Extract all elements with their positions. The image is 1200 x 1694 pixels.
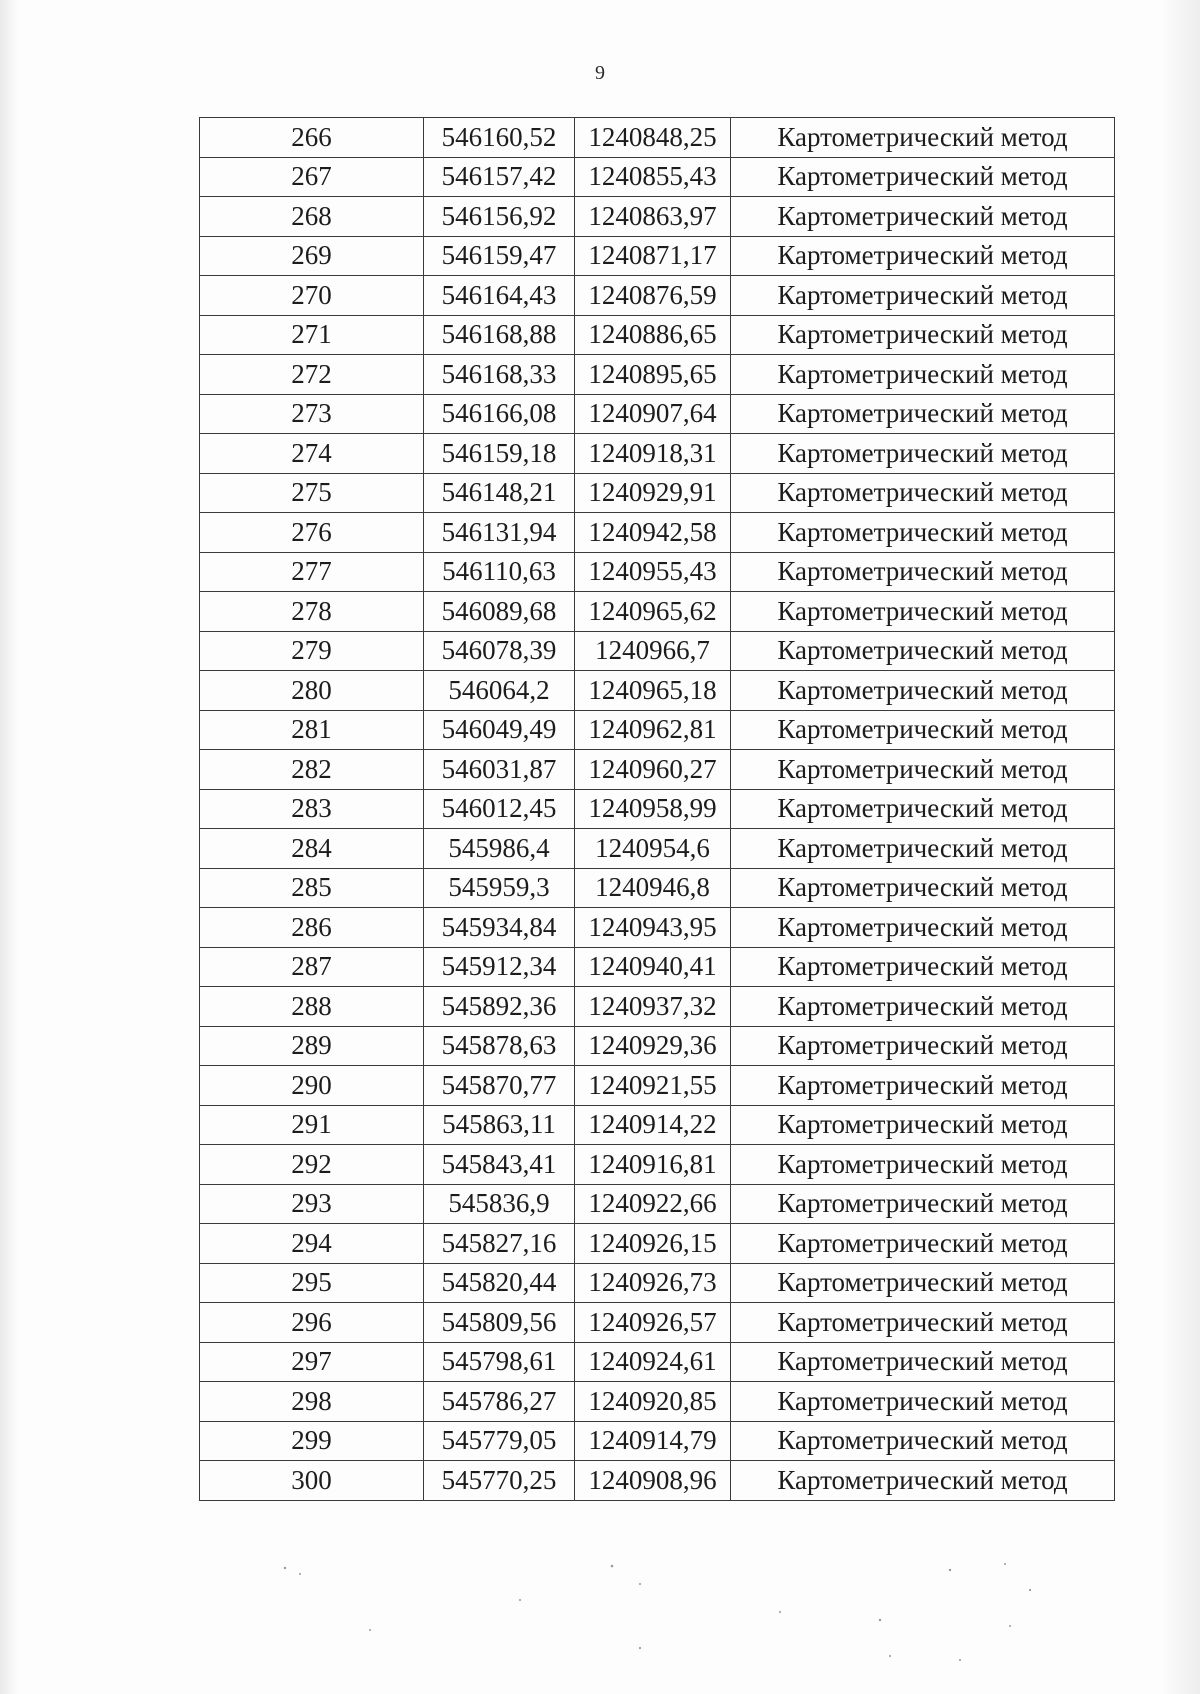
table-row [200,1303,1115,1343]
point-number-cell: 284 [200,829,424,869]
x-coordinate-cell: 545959,3 [424,868,575,908]
point-number-cell: 281 [200,710,424,750]
y-coordinate-cell: 1240955,43 [575,552,731,592]
x-coordinate-cell: 546064,2 [424,671,575,711]
y-coordinate-cell: 1240965,62 [575,592,731,632]
x-coordinate-cell: 545770,25 [424,1461,575,1501]
method-cell: Картометрический метод [731,1342,1115,1382]
point-number-cell: 280 [200,671,424,711]
x-coordinate-cell: 545798,61 [424,1342,575,1382]
point-number-cell: 285 [200,868,424,908]
table-row [200,868,1115,908]
x-coordinate-cell: 546012,45 [424,789,575,829]
table-row [200,829,1115,869]
method-cell: Картометрический метод [731,868,1115,908]
table-row [200,118,1115,158]
x-coordinate-cell: 545878,63 [424,1026,575,1066]
point-number-cell: 276 [200,513,424,553]
method-cell: Картометрический метод [731,276,1115,316]
point-number-cell: 286 [200,908,424,948]
table-row [200,157,1115,197]
scan-noise [0,1560,1200,1680]
table-row [200,434,1115,474]
table-row [200,1342,1115,1382]
method-cell: Картометрический метод [731,947,1115,987]
y-coordinate-cell: 1240922,66 [575,1184,731,1224]
method-cell: Картометрический метод [731,394,1115,434]
y-coordinate-cell: 1240871,17 [575,236,731,276]
x-coordinate-cell: 545843,41 [424,1145,575,1185]
method-cell: Картометрический метод [731,1066,1115,1106]
table-row [200,552,1115,592]
method-cell: Картометрический метод [731,473,1115,513]
method-cell: Картометрический метод [731,908,1115,948]
y-coordinate-cell: 1240895,65 [575,355,731,395]
x-coordinate-cell: 546164,43 [424,276,575,316]
y-coordinate-cell: 1240962,81 [575,710,731,750]
point-number-cell: 266 [200,118,424,158]
point-number-cell: 293 [200,1184,424,1224]
x-coordinate-cell: 545809,56 [424,1303,575,1343]
table-row [200,1184,1115,1224]
scan-shadow-left [0,0,18,1694]
x-coordinate-cell: 546166,08 [424,394,575,434]
table-row [200,631,1115,671]
point-number-cell: 298 [200,1382,424,1422]
point-number-cell: 300 [200,1461,424,1501]
method-cell: Картометрический метод [731,1184,1115,1224]
point-number-cell: 290 [200,1066,424,1106]
method-cell: Картометрический метод [731,118,1115,158]
table-row [200,1421,1115,1461]
method-cell: Картометрический метод [731,552,1115,592]
y-coordinate-cell: 1240848,25 [575,118,731,158]
point-number-cell: 294 [200,1224,424,1264]
y-coordinate-cell: 1240863,97 [575,197,731,237]
table-row [200,908,1115,948]
point-number-cell: 269 [200,236,424,276]
x-coordinate-cell: 545779,05 [424,1421,575,1461]
table-row [200,750,1115,790]
point-number-cell: 289 [200,1026,424,1066]
x-coordinate-cell: 545786,27 [424,1382,575,1422]
x-coordinate-cell: 546157,42 [424,157,575,197]
method-cell: Картометрический метод [731,236,1115,276]
method-cell: Картометрический метод [731,829,1115,869]
table-row [200,513,1115,553]
point-number-cell: 271 [200,315,424,355]
y-coordinate-cell: 1240921,55 [575,1066,731,1106]
table-row [200,473,1115,513]
method-cell: Картометрический метод [731,631,1115,671]
method-cell: Картометрический метод [731,434,1115,474]
table-row [200,1066,1115,1106]
y-coordinate-cell: 1240960,27 [575,750,731,790]
y-coordinate-cell: 1240958,99 [575,789,731,829]
y-coordinate-cell: 1240924,61 [575,1342,731,1382]
x-coordinate-cell: 545827,16 [424,1224,575,1264]
x-coordinate-cell: 545820,44 [424,1263,575,1303]
x-coordinate-cell: 545986,4 [424,829,575,869]
y-coordinate-cell: 1240929,36 [575,1026,731,1066]
y-coordinate-cell: 1240965,18 [575,671,731,711]
point-number-cell: 297 [200,1342,424,1382]
table-row [200,1145,1115,1185]
table-row [200,1382,1115,1422]
x-coordinate-cell: 546168,88 [424,315,575,355]
method-cell: Картометрический метод [731,750,1115,790]
point-number-cell: 291 [200,1105,424,1145]
point-number-cell: 296 [200,1303,424,1343]
table-row [200,789,1115,829]
y-coordinate-cell: 1240914,22 [575,1105,731,1145]
method-cell: Картометрический метод [731,1421,1115,1461]
point-number-cell: 272 [200,355,424,395]
x-coordinate-cell: 546078,39 [424,631,575,671]
x-coordinate-cell: 545863,11 [424,1105,575,1145]
point-number-cell: 277 [200,552,424,592]
method-cell: Картометрический метод [731,157,1115,197]
y-coordinate-cell: 1240916,81 [575,1145,731,1185]
coordinates-table [199,117,1115,1501]
x-coordinate-cell: 546131,94 [424,513,575,553]
y-coordinate-cell: 1240918,31 [575,434,731,474]
method-cell: Картометрический метод [731,1026,1115,1066]
table-row [200,710,1115,750]
method-cell: Картометрический метод [731,987,1115,1027]
x-coordinate-cell: 545934,84 [424,908,575,948]
point-number-cell: 278 [200,592,424,632]
x-coordinate-cell: 545836,9 [424,1184,575,1224]
x-coordinate-cell: 546156,92 [424,197,575,237]
point-number-cell: 279 [200,631,424,671]
method-cell: Картометрический метод [731,671,1115,711]
coordinates-table-body [200,118,1115,1501]
y-coordinate-cell: 1240908,96 [575,1461,731,1501]
y-coordinate-cell: 1240926,73 [575,1263,731,1303]
method-cell: Картометрический метод [731,592,1115,632]
y-coordinate-cell: 1240954,6 [575,829,731,869]
y-coordinate-cell: 1240942,58 [575,513,731,553]
point-number-cell: 267 [200,157,424,197]
method-cell: Картометрический метод [731,355,1115,395]
point-number-cell: 275 [200,473,424,513]
table-row [200,394,1115,434]
point-number-cell: 283 [200,789,424,829]
table-row [200,1461,1115,1501]
point-number-cell: 268 [200,197,424,237]
y-coordinate-cell: 1240920,85 [575,1382,731,1422]
method-cell: Картометрический метод [731,1382,1115,1422]
y-coordinate-cell: 1240914,79 [575,1421,731,1461]
point-number-cell: 292 [200,1145,424,1185]
x-coordinate-cell: 546110,63 [424,552,575,592]
scan-shadow-right [1160,0,1200,1694]
point-number-cell: 282 [200,750,424,790]
table-row [200,592,1115,632]
y-coordinate-cell: 1240929,91 [575,473,731,513]
y-coordinate-cell: 1240966,7 [575,631,731,671]
x-coordinate-cell: 546160,52 [424,118,575,158]
x-coordinate-cell: 545892,36 [424,987,575,1027]
y-coordinate-cell: 1240926,57 [575,1303,731,1343]
method-cell: Картометрический метод [731,1263,1115,1303]
method-cell: Картометрический метод [731,1461,1115,1501]
method-cell: Картометрический метод [731,1224,1115,1264]
point-number-cell: 299 [200,1421,424,1461]
x-coordinate-cell: 546031,87 [424,750,575,790]
point-number-cell: 274 [200,434,424,474]
table-row [200,1263,1115,1303]
method-cell: Картометрический метод [731,197,1115,237]
table-row [200,947,1115,987]
table-row [200,671,1115,711]
point-number-cell: 270 [200,276,424,316]
y-coordinate-cell: 1240855,43 [575,157,731,197]
table-row [200,1224,1115,1264]
table-row [200,315,1115,355]
method-cell: Картометрический метод [731,513,1115,553]
y-coordinate-cell: 1240876,59 [575,276,731,316]
table-row [200,987,1115,1027]
table-row [200,276,1115,316]
x-coordinate-cell: 546089,68 [424,592,575,632]
y-coordinate-cell: 1240886,65 [575,315,731,355]
point-number-cell: 288 [200,987,424,1027]
x-coordinate-cell: 545870,77 [424,1066,575,1106]
point-number-cell: 295 [200,1263,424,1303]
table-row [200,1026,1115,1066]
method-cell: Картометрический метод [731,789,1115,829]
x-coordinate-cell: 546168,33 [424,355,575,395]
y-coordinate-cell: 1240940,41 [575,947,731,987]
x-coordinate-cell: 546049,49 [424,710,575,750]
y-coordinate-cell: 1240943,95 [575,908,731,948]
table-row [200,355,1115,395]
y-coordinate-cell: 1240946,8 [575,868,731,908]
method-cell: Картометрический метод [731,710,1115,750]
y-coordinate-cell: 1240926,15 [575,1224,731,1264]
page-number: 9 [595,62,605,84]
method-cell: Картометрический метод [731,1303,1115,1343]
point-number-cell: 273 [200,394,424,434]
method-cell: Картометрический метод [731,315,1115,355]
y-coordinate-cell: 1240937,32 [575,987,731,1027]
x-coordinate-cell: 545912,34 [424,947,575,987]
table-row [200,1105,1115,1145]
x-coordinate-cell: 546148,21 [424,473,575,513]
table-row [200,197,1115,237]
point-number-cell: 287 [200,947,424,987]
method-cell: Картометрический метод [731,1145,1115,1185]
y-coordinate-cell: 1240907,64 [575,394,731,434]
table-row [200,236,1115,276]
x-coordinate-cell: 546159,47 [424,236,575,276]
method-cell: Картометрический метод [731,1105,1115,1145]
x-coordinate-cell: 546159,18 [424,434,575,474]
